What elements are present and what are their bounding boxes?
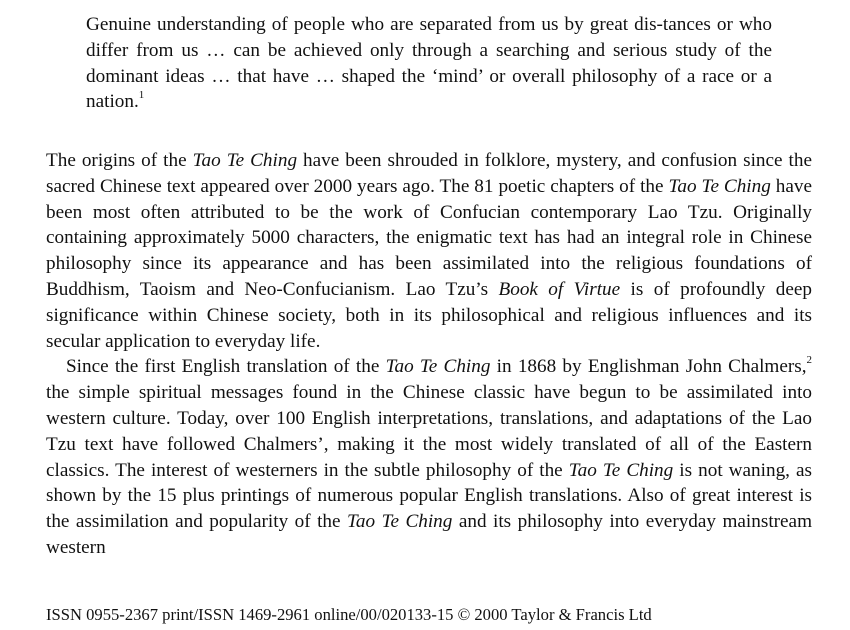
- p1-text-3: have been most often attributed to be the work of Confucian contemporary Lao Tzu. Originally containing approximately 5000 characters, the enigmatic text has had an integral role in Chinese philosophy since its appearance and has been assimilated into the religious foundations of Buddhism, Taoism and Neo-Confucianism. Lao Tzu’s: [46, 175, 812, 300]
- p2-text-2: in 1868 by Englishman John Chalmers,: [490, 356, 807, 378]
- paragraph-1: [46, 148, 812, 354]
- p1-text-4: is of profoundly deep significance within Chinese society, both in its philosophical and religious influences and its secular application to everyday life.: [46, 278, 812, 352]
- p1-title-3: Book of Virtue: [498, 278, 621, 300]
- p1-title-1: Tao Te Ching: [192, 150, 298, 171]
- p1-title-2: Tao Te Ching: [668, 175, 771, 197]
- p2-text-4: is not waning, as shown by the 15 plus printings of numerous popular English translations. Also of great interest is the assimilation and popularity of the: [46, 459, 812, 533]
- footnote-ref-1: 1: [138, 89, 145, 101]
- body-text: [46, 148, 812, 561]
- p2-title-3: Tao Te Ching: [347, 511, 453, 533]
- p2-title-1: Tao Te Ching: [385, 356, 491, 378]
- p2-title-2: Tao Te Ching: [568, 459, 674, 481]
- footnote-ref-2: 2: [806, 353, 813, 366]
- p2-text-5: and its philosophy into everyday mainstream western: [46, 511, 812, 558]
- p2-text-1: Since the first English translation of the: [66, 356, 386, 378]
- p2-text-3: the simple spiritual messages found in the Chinese classic have begun to be assimilated into western culture. Today, over 100 English interpretations, translations, and adaptations of the Lao Tzu text have followed Chalmers’, making it the most widely translated of all of the Eastern classics. The interest of westerners in the subtle philosophy of the: [46, 382, 812, 481]
- p1-text-1: The origins of the: [46, 150, 193, 171]
- quote-text: Genuine understanding of people who are separated from us by great dis-tances or who differ from us … can be achieved only through a searching and serious study of the dominant ideas … that have … shaped the ‘mind’ or overall philosophy of a race or a nation.: [86, 14, 772, 113]
- epigraph-quote: [86, 12, 772, 115]
- p1-text-2: have been shrouded in folklore, mystery, and confusion since the sacred Chinese text appeared over 2000 years ago. The 81 poetic chapters of the: [46, 150, 812, 197]
- paragraph-2: [46, 354, 812, 560]
- issn-footer: ISSN 0955-2367 print/ISSN 1469-2961 online/00/020133-15 © 2000 Taylor & Francis Ltd: [46, 605, 652, 624]
